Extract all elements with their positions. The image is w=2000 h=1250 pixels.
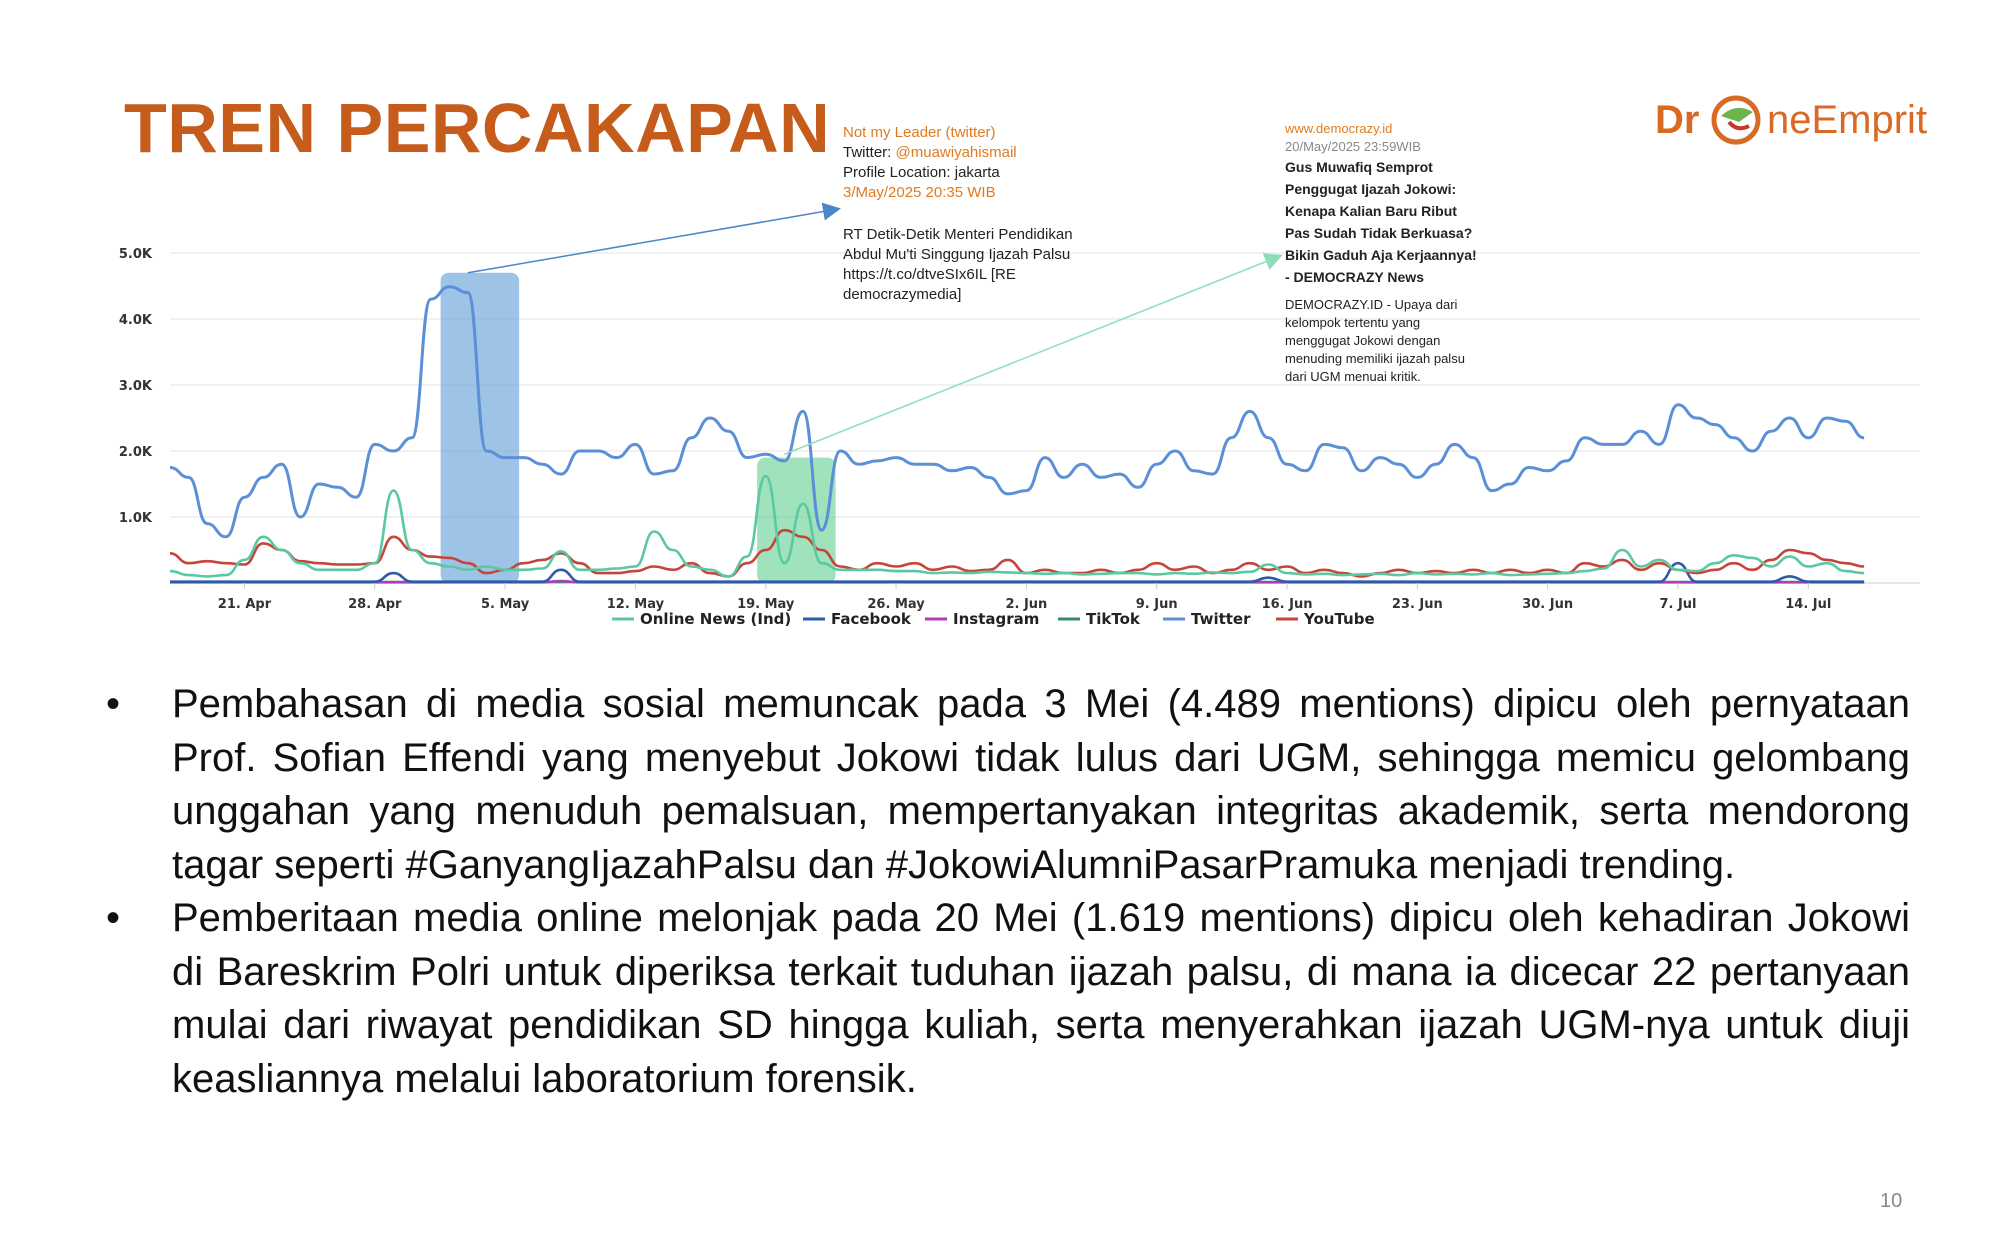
- x-tick-label: 12. May: [606, 597, 665, 612]
- legend-label: Online News (Ind): [640, 610, 792, 628]
- series-line-twitter: [170, 287, 1864, 537]
- annotation-handle: @muawiyahismail: [895, 144, 1017, 161]
- y-tick-label: 4.0K: [118, 313, 152, 328]
- legend-label: YouTube: [1304, 610, 1375, 628]
- news-body-5: dari UGM menuai kritik.: [1285, 369, 1421, 384]
- y-tick-label: 2.0K: [118, 445, 152, 460]
- x-tick-label: 5. May: [480, 597, 530, 612]
- legend-label: TikTok: [1086, 610, 1140, 628]
- logo-text-end: neEmprit: [1767, 98, 1928, 142]
- news-annotation: [1285, 120, 1525, 386]
- news-headline-2: Penggugat Ijazah Jokowi:: [1285, 181, 1457, 197]
- y-tick-label: 5.0K: [118, 247, 152, 262]
- annotation-arrow-twitter: [468, 209, 838, 273]
- news-headline-5: Bikin Gaduh Aja Kerjaannya!: [1285, 247, 1477, 263]
- news-body-4: menuding memiliki ijazah palsu: [1285, 351, 1465, 366]
- news-source: www.democrazy.id: [1285, 121, 1393, 136]
- annotation-location: Profile Location: jakarta: [843, 164, 1000, 181]
- bullet-list: [100, 678, 1910, 1106]
- bullet-text: Pemberitaan media online melonjak pada 20 Mei (1.619 mentions) dipicu oleh kehadiran Jokowi di Bareskrim Polri untuk diperiksa terkait tuduhan ijazah palsu, di mana ia dicecar 22 pertanyaan mulai dari riwayat pendidikan SD hingga kuliah, serta menyerahkan ijazah UGM-nya untuk diuji keasliannya melalui laboratorium forensik.: [172, 896, 1910, 1101]
- news-date: 20/May/2025 23:59WIB: [1285, 139, 1421, 154]
- news-body-3: menggugat Jokowi dengan: [1285, 333, 1441, 348]
- bullet-item: [100, 892, 1910, 1106]
- bullet-item: [100, 678, 1910, 892]
- x-tick-label: 2. Jun: [1005, 597, 1048, 612]
- x-tick-label: 16. Jun: [1261, 597, 1313, 612]
- logo-text-start: Dr: [1655, 98, 1700, 142]
- page-number: 10: [1880, 1190, 1903, 1212]
- news-body-1: DEMOCRAZY.ID - Upaya dari: [1285, 297, 1458, 312]
- x-tick-label: 30. Jun: [1522, 597, 1574, 612]
- legend-label: Instagram: [953, 610, 1040, 628]
- legend-label: Twitter: [1191, 610, 1251, 628]
- news-headline-3: Kenapa Kalian Baru Ribut: [1285, 203, 1457, 219]
- annotation-text-3: https://t.co/dtveSIx6IL [RE: [843, 266, 1016, 283]
- y-tick-label: 1.0K: [118, 511, 152, 526]
- annotation-handle-label: Twitter:: [843, 144, 896, 161]
- x-tick-label: 28. Apr: [348, 597, 402, 612]
- x-tick-label: 26. May: [867, 597, 925, 612]
- news-headline-1: Gus Muwafiq Semprot: [1285, 159, 1433, 175]
- y-tick-label: 3.0K: [118, 379, 152, 394]
- annotation-timestamp: 3/May/2025 20:35 WIB: [843, 184, 996, 201]
- news-headline-4: Pas Sudah Tidak Berkuasa?: [1285, 225, 1473, 241]
- bullet-text: Pembahasan di media sosial memuncak pada 3 Mei (4.489 mentions) dipicu oleh pernyataan Prof. Sofian Effendi yang menyebut Jokowi tidak lulus dari UGM, sehingga memicu gelombang unggahan yang menuduh pemalsuan, mempertanyakan integritas akademik, serta mendorong tagar seperti #GanyangIjazahPalsu dan #JokowiAlumniPasarPramuka menjadi trending.: [172, 682, 1910, 887]
- twitter-annotation: [843, 123, 1123, 305]
- annotation-text-2: Abdul Mu'ti Singgung Ijazah Palsu: [843, 246, 1071, 263]
- legend-label: Facebook: [831, 610, 911, 628]
- x-tick-label: 19. May: [737, 597, 795, 612]
- bullet-dot: •: [106, 896, 121, 940]
- annotation-author: Not my Leader (twitter): [843, 124, 996, 141]
- series-line-youtube: [170, 530, 1864, 576]
- page-title: TREN PERCAKAPAN: [124, 89, 831, 167]
- x-tick-label: 23. Jun: [1391, 597, 1443, 612]
- x-tick-label: 7. Jul: [1659, 597, 1697, 612]
- bullet-dot: •: [106, 682, 121, 726]
- x-tick-label: 9. Jun: [1135, 597, 1178, 612]
- news-body-2: kelompok tertentu yang: [1285, 315, 1421, 330]
- annotation-text-1: RT Detik-Detik Menteri Pendidikan: [843, 226, 1073, 243]
- news-headline-6: - DEMOCRAZY News: [1285, 269, 1424, 285]
- annotation-text-4: democrazymedia]: [843, 286, 962, 303]
- x-tick-label: 14. Jul: [1785, 597, 1832, 612]
- annotation-handle-line: [843, 143, 1123, 163]
- x-tick-label: 21. Apr: [217, 597, 272, 612]
